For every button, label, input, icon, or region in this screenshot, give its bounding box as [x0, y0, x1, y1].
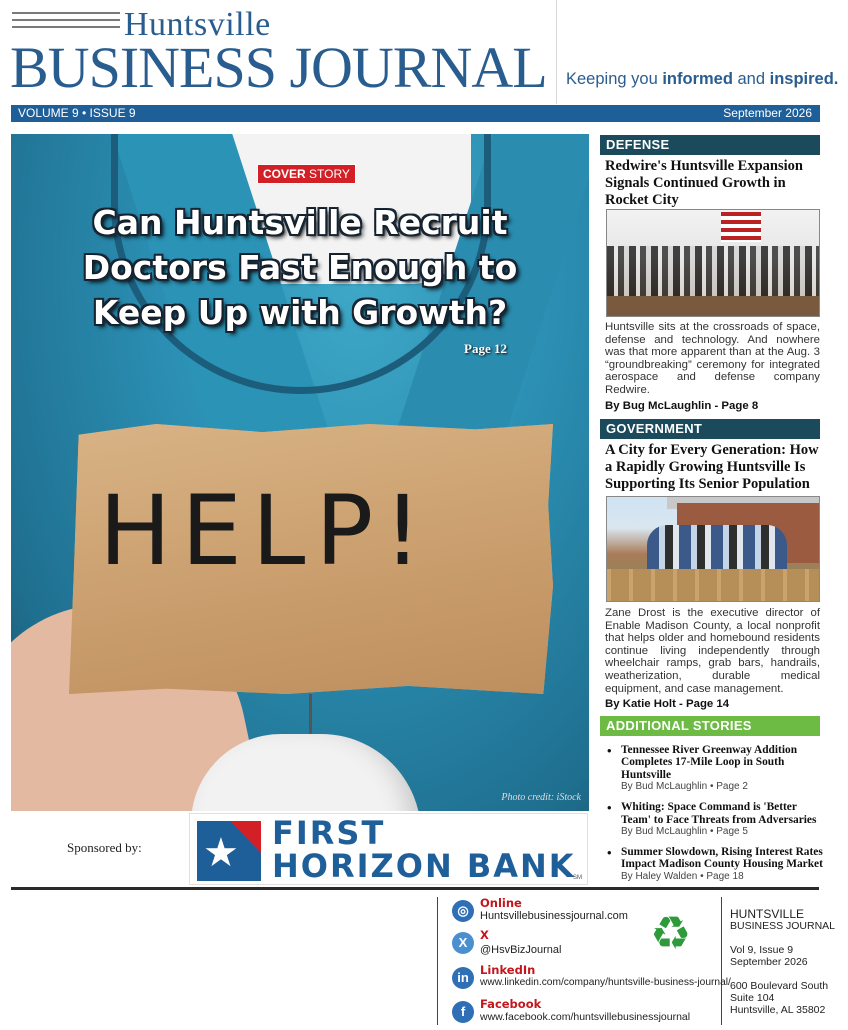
masthead-title: BUSINESS JOURNAL: [10, 35, 547, 100]
government-photo: [606, 496, 820, 602]
government-summary: Zane Drost is the executive director of Enable Madison County, a local nonprofit that helps older and homebound residents continue living independently through wheelchair ramps, grab bars, handrails, weatherization, durable medical equipment, and case management.: [605, 607, 820, 695]
bank-name: FIRST HORIZON BANK: [272, 814, 576, 885]
social-link[interactable]: Huntsvillebusinessjournal.com: [480, 910, 628, 922]
story-title[interactable]: • Summer Slowdown, Rising Interest Rates Impact Madison County Housing Market: [621, 846, 823, 871]
social-link[interactable]: www.linkedin.com/company/huntsville-business-journal/: [480, 977, 731, 988]
dirt-shape: [607, 296, 820, 317]
recycle-icon: ♻: [650, 907, 692, 959]
section-additional-stories: ADDITIONAL STORIES: [600, 716, 820, 736]
list-item[interactable]: [605, 846, 827, 883]
defense-headline[interactable]: Redwire's Huntsville Expansion Signals Continued Growth in Rocket City: [605, 158, 803, 208]
footer-divider: [721, 897, 722, 1025]
sponsored-label: Sponsored by:: [67, 840, 142, 855]
flag-shape: [721, 212, 761, 242]
list-item[interactable]: [605, 744, 827, 793]
issue-bar: [11, 105, 820, 122]
social-link[interactable]: @HsvBizJournal: [480, 944, 562, 956]
issue-date: September 2026: [723, 106, 812, 120]
story-title[interactable]: • Tennessee River Greenway Addition Completes 17-Mile Loop in South Huntsville: [621, 744, 798, 781]
defense-photo: [606, 209, 820, 317]
globe-icon: ◎: [452, 900, 474, 922]
defense-byline[interactable]: By Bug McLaughlin - Page 8: [605, 400, 759, 412]
masthead: [0, 0, 848, 104]
social-link[interactable]: www.facebook.com/huntsvillebusinessjournal: [480, 1011, 691, 1023]
additional-stories-list: [605, 744, 827, 891]
list-item[interactable]: [605, 801, 827, 838]
service-mark: SM: [573, 875, 582, 881]
sign-text: HELP!: [99, 475, 432, 587]
crowd-shape: [607, 246, 820, 296]
story-title[interactable]: • Whiting: Space Command is 'Better Team' to Face Threats from Adversaries: [621, 801, 817, 826]
cover-image[interactable]: [11, 134, 589, 811]
cover-headline[interactable]: Can Huntsville Recruit Doctors Fast Enough to Keep Up with Growth?: [82, 203, 518, 332]
defense-summary: Huntsville sits at the crossroads of space, defense and technology. And nowhere was that more apparent than at the Aug. 3 “groundbreaking” ceremony for integrated aerospace and defense company Redwire.: [605, 321, 820, 396]
issue-volume: VOLUME 9 • ISSUE 9: [18, 106, 136, 120]
footer-divider: [437, 897, 438, 1025]
masthead-city: Huntsville: [124, 6, 271, 43]
masthead-divider: [556, 0, 557, 104]
story-byline: By Haley Walden • Page 18: [621, 870, 744, 882]
story-byline: By Bud McLaughlin • Page 5: [621, 826, 748, 838]
imprint-address: 600 Boulevard South Suite 104 Huntsville, AL 35802: [730, 980, 829, 1016]
ramp-shape: [607, 569, 820, 602]
government-byline[interactable]: By Katie Holt - Page 14: [605, 698, 730, 710]
social-label: X: [480, 928, 489, 942]
social-label: Online: [480, 896, 522, 910]
sponsor-ad[interactable]: [189, 813, 588, 885]
masthead-rules: [12, 12, 120, 33]
cover-page-ref[interactable]: Page 12: [464, 341, 507, 356]
section-defense: DEFENSE: [600, 135, 820, 155]
section-government: GOVERNMENT: [600, 419, 820, 439]
social-label: Facebook: [480, 997, 542, 1011]
x-icon: X: [452, 932, 474, 954]
government-headline[interactable]: A City for Every Generation: How a Rapidly Growing Huntsville Is Supporting Its Senior Population: [605, 442, 819, 492]
imprint-name: HUNTSVILLE BUSINESS JOURNAL: [730, 907, 836, 932]
imprint-issue: Vol 9, Issue 9 September 2026: [730, 944, 808, 968]
social-label: LinkedIn: [480, 963, 536, 977]
cover-story-badge: COVER STORY: [257, 164, 356, 184]
bank-logo-icon: ★: [197, 821, 261, 881]
story-byline: By Bud McLaughlin • Page 2: [621, 781, 748, 793]
photo-credit: Photo credit: iStock: [501, 792, 581, 803]
footer-rule: [11, 887, 819, 890]
facebook-icon: f: [452, 1001, 474, 1023]
tagline: Keeping you informed and inspired.: [566, 70, 839, 88]
linkedin-icon: in: [452, 967, 474, 989]
